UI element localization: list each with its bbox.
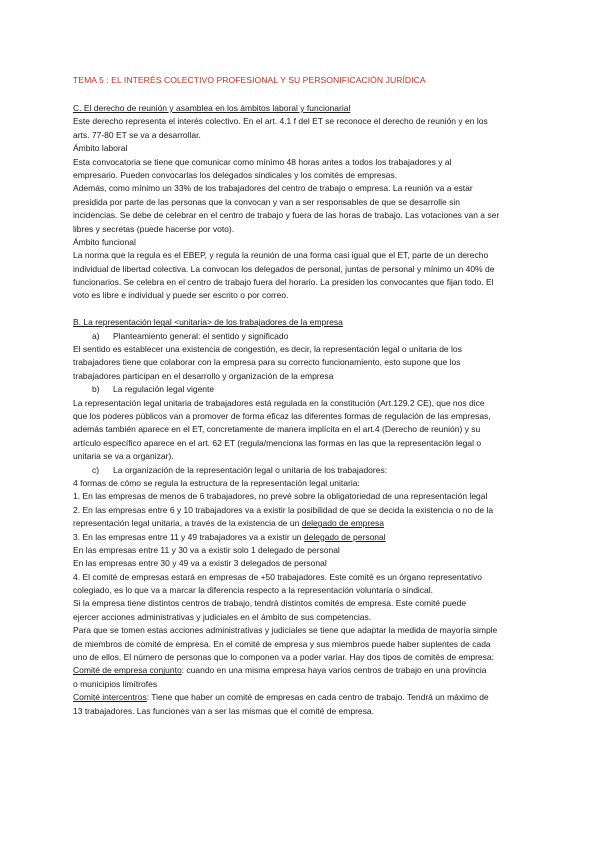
paragraph-line: 4. El comité de empresas estará en empresas de +50 trabajadores. Este comité es un órgano representativo xyxy=(73,571,482,582)
subsection-title: Planteamiento general: el sentido y significado xyxy=(113,330,289,341)
paragraph-line: trabajadores participan en el desarrollo y organización de la empresa xyxy=(73,370,334,381)
list-marker: b) xyxy=(92,384,100,395)
paragraph-line xyxy=(73,517,543,530)
paragraph-line: funcionarios. Se celebra en el centro de trabajo fuera del horario. La presiden los convocantes que fijan todo. El xyxy=(73,277,494,288)
section-b-heading: B. La representación legal <unitaria> de los trabajadores de la empresa xyxy=(73,317,343,328)
paragraph-line: uno de ellos. El número de personas que lo componen va a poder variar. Hay dos tipos de comités de empresa: xyxy=(73,652,494,663)
paragraph-line: Este derecho representa el interés colectivo. En el art. 4.1 f del ET se reconoce el derecho de reunión y en los xyxy=(73,116,488,127)
paragraph-line: que los poderes públicos van a promover de forma eficaz las diferentes formas de regulación de las empresas, xyxy=(73,410,491,421)
paragraph-line: presidida por parte de las personas que la convocan y van a ser responsables de que se desarrolle sin xyxy=(73,196,460,207)
paragraph-line: artículo específico aparece en el art. 62 ET (regula/menciona las formas en las que la representación legal o xyxy=(73,437,482,448)
subsection-title: La regulación legal vigente xyxy=(113,384,215,395)
term-delegado-de-empresa: delegado de empresa xyxy=(301,518,384,529)
subheading-ambito-laboral: Ámbito laboral xyxy=(73,143,128,154)
line-text: : cuando en una misma empresa haya varios centros de trabajo en una provincia xyxy=(181,665,487,676)
list-marker: c) xyxy=(92,464,100,475)
paragraph-line: 4 formas de cómo se regula la estructura de la representación legal unitaria: xyxy=(73,477,360,488)
paragraph-line: El sentido es establecer una existencia de congestión, es decir, la representación legal o unitaria de los xyxy=(73,344,462,355)
paragraph-line: ejercer acciones administrativas y judiciales en el ámbito de sus competencias. xyxy=(73,611,372,622)
term-comite-intercentros: Comité intercentros xyxy=(73,692,147,703)
paragraph-line: Esta convocatoria se tiene que comunicar como mínimo 48 horas antes a todos los trabajadores y al xyxy=(73,156,452,167)
paragraph-line: libres y secretas (puede hacerse por voto). xyxy=(73,223,235,234)
subsection-title: La organización de la representación legal o unitaria de los trabajadores: xyxy=(113,464,388,475)
subsection-b-heading xyxy=(73,383,543,396)
paragraph-line xyxy=(73,531,543,544)
line-text: : Tiene que haber un comité de empresas en cada centro de trabajo. Tendrá un máximo de xyxy=(146,692,489,703)
paragraph-line: La representación legal unitaria de trabajadores está regulada en la constitución (Art.129.2 CE), que nos dice xyxy=(73,397,485,408)
paragraph-line: La norma que la regula es el EBEP, y regula la reunión de una forma casi igual que el ET, parte de un derecho xyxy=(73,250,489,261)
spacer xyxy=(73,303,543,316)
paragraph-line: trabajadores tiene que colaborar con la empresa para su correcto funcionamiento, esto supone que los xyxy=(73,357,461,368)
paragraph-line: Para que se tomen estas acciones administrativas y judiciales se tiene que adaptar la medida de mayoría simple xyxy=(73,625,498,636)
paragraph-line: 13 trabajadores. Las funciones van a ser las mismas que el comité de empresa. xyxy=(73,705,374,716)
paragraph-line: 2. En las empresas entre 6 y 10 trabajadores va a existir la posibilidad de que se decida la existencia o no de la xyxy=(73,504,494,515)
paragraph-line: 1. En las empresas de menos de 6 trabajadores, no prevé sobre la obligatoriedad de una representación legal xyxy=(73,491,488,502)
paragraph-line: En las empresas entre 11 y 30 va a existir solo 1 delegado de personal xyxy=(73,544,340,555)
section-c-heading: C. El derecho de reunión y asamblea en los ámbitos laboral y funcionarial xyxy=(73,103,351,113)
line-text: 3. En las empresas entre 11 y 49 trabajadores va a existir un xyxy=(73,531,304,542)
paragraph-line: voto es libre e individual y puede ser escrito o por correo. xyxy=(73,290,289,301)
paragraph-line: incidencias. Se debe de celebrar en el centro de trabajo y fuera de las horas de trabajo. Las votaciones van a ser xyxy=(73,210,500,221)
paragraph-line: Si la empresa tiene distintos centros de trabajo, tendrá distintos comités de empresa. Este comité puede xyxy=(73,598,467,609)
subsection-a-heading xyxy=(73,330,543,343)
paragraph-line xyxy=(73,664,543,677)
paragraph-line: En las empresas entre 30 y 49 va a existir 3 delegados de personal xyxy=(73,558,327,569)
paragraph-line: o municipios limítrofes xyxy=(73,678,158,689)
paragraph-line: individual de libertad colectiva. La convocan los delegados de personal, juntas de personal y mínimo un 40% de xyxy=(73,263,495,274)
paragraph-line xyxy=(73,691,543,704)
line-text: representación legal unitaria, a través de la existencia de un xyxy=(73,518,302,529)
term-comite-empresa-conjunto: Comité de empresa conjunto xyxy=(73,665,182,676)
list-marker: a) xyxy=(92,330,100,341)
paragraph-line: empresario. Pueden convocarlas los delegados sindicales y los comités de empresas. xyxy=(73,169,398,180)
paragraph-line: colegiado, es lo que va a marcar la diferencia respecto a la representación voluntaria o sindical. xyxy=(73,585,434,596)
paragraph-line: además también aparece en el ET, concretamente de manera implícita en el art.4 (Derecho de reunión) y su xyxy=(73,424,481,435)
paragraph-line: Además, como mínimo un 33% de los trabajadores del centro de trabajo o empresa. La reunión va a estar xyxy=(73,183,473,194)
paragraph-line: arts. 77-80 ET se va a desarrollar. xyxy=(73,129,201,140)
subheading-ambito-funcional: Ámbito funcional xyxy=(73,236,136,247)
document-body xyxy=(73,102,543,718)
subsection-c-heading xyxy=(73,464,543,477)
term-delegado-de-personal: delegado de personal xyxy=(303,531,386,542)
paragraph-line: de miembros de comité de empresa. En el comité de empresa y sus miembros puede haber suplentes de cada xyxy=(73,638,491,649)
document-title: TEMA 5 : EL INTERÉS COLECTIVO PROFESIONAL Y SU PERSONIFICACIÓN JURÍDICA xyxy=(73,75,426,85)
paragraph-line: unitaria se va a organizar). xyxy=(73,451,174,462)
